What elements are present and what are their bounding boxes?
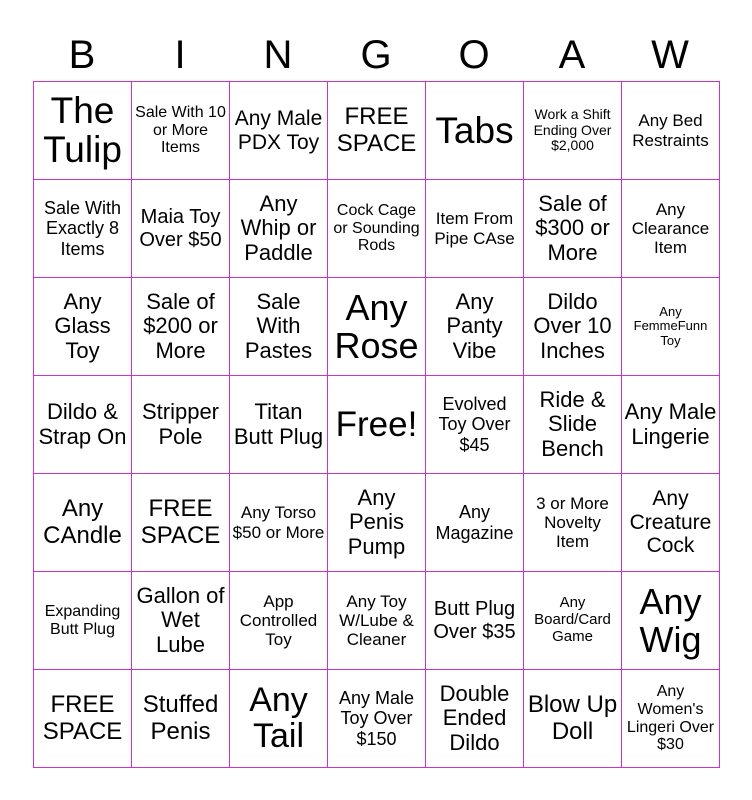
bingo-header (33, 30, 719, 80)
bingo-cell: Sale of $300 or More (524, 180, 622, 278)
bingo-cell: Any Male PDX Toy (230, 82, 328, 180)
bingo-cell: The Tulip (34, 82, 132, 180)
header-letter-w: W (651, 33, 689, 77)
bingo-grid (33, 81, 720, 768)
header-letter-i: I (174, 33, 186, 77)
bingo-cell: App Controlled Toy (230, 572, 328, 670)
bingo-cell: Sale With Pastes (230, 278, 328, 376)
bingo-cell: FREE SPACE (328, 82, 426, 180)
bingo-cell: Any Board/Card Game (524, 572, 622, 670)
bingo-cell: FREE SPACE (132, 474, 230, 572)
bingo-cell: Tabs (426, 82, 524, 180)
header-letter-o: O (458, 33, 490, 77)
bingo-cell: Sale With Exactly 8 Items (34, 180, 132, 278)
bingo-cell: Any FemmeFunn Toy (622, 278, 720, 376)
bingo-cell: Maia Toy Over $50 (132, 180, 230, 278)
bingo-cell: Any CAndle (34, 474, 132, 572)
bingo-cell: Any Creature Cock (622, 474, 720, 572)
bingo-cell: Any Clearance Item (622, 180, 720, 278)
bingo-cell: Any Rose (328, 278, 426, 376)
header-letter-g: G (360, 33, 392, 77)
bingo-cell: Any Glass Toy (34, 278, 132, 376)
bingo-cell: Sale of $200 or More (132, 278, 230, 376)
bingo-cell: Double Ended Dildo (426, 670, 524, 768)
header-letter-a: A (558, 33, 586, 77)
bingo-cell: Sale With 10 or More Items (132, 82, 230, 180)
bingo-cell: Work a Shift Ending Over $2,000 (524, 82, 622, 180)
bingo-cell: Cock Cage or Sounding Rods (328, 180, 426, 278)
bingo-cell: Butt Plug Over $35 (426, 572, 524, 670)
bingo-cell: Any Torso $50 or More (230, 474, 328, 572)
bingo-cell: Dildo & Strap On (34, 376, 132, 474)
bingo-cell: Expanding Butt Plug (34, 572, 132, 670)
bingo-cell: Evolved Toy Over $45 (426, 376, 524, 474)
bingo-cell: Any Male Lingerie (622, 376, 720, 474)
bingo-cell: Ride & Slide Bench (524, 376, 622, 474)
bingo-cell: Any Penis Pump (328, 474, 426, 572)
bingo-cell: Stuffed Penis (132, 670, 230, 768)
header-letter-b: B (68, 33, 96, 77)
bingo-cell: Any Wig (622, 572, 720, 670)
bingo-cell: Titan Butt Plug (230, 376, 328, 474)
bingo-cell: Any Male Toy Over $150 (328, 670, 426, 768)
bingo-cell: FREE SPACE (34, 670, 132, 768)
bingo-cell: Any Magazine (426, 474, 524, 572)
header-letter-n: N (263, 33, 293, 77)
bingo-cell: Item From Pipe CAse (426, 180, 524, 278)
bingo-cell: Any Tail (230, 670, 328, 768)
bingo-cell: Dildo Over 10 Inches (524, 278, 622, 376)
bingo-cell: Any Panty Vibe (426, 278, 524, 376)
bingo-cell: Any Bed Restraints (622, 82, 720, 180)
bingo-cell: Blow Up Doll (524, 670, 622, 768)
bingo-cell: 3 or More Novelty Item (524, 474, 622, 572)
bingo-cell: Any Toy W/Lube & Cleaner (328, 572, 426, 670)
bingo-cell: Any Women's Lingeri Over $30 (622, 670, 720, 768)
bingo-cell: Free! (328, 376, 426, 474)
bingo-cell: Gallon of Wet Lube (132, 572, 230, 670)
bingo-cell: Any Whip or Paddle (230, 180, 328, 278)
bingo-cell: Stripper Pole (132, 376, 230, 474)
